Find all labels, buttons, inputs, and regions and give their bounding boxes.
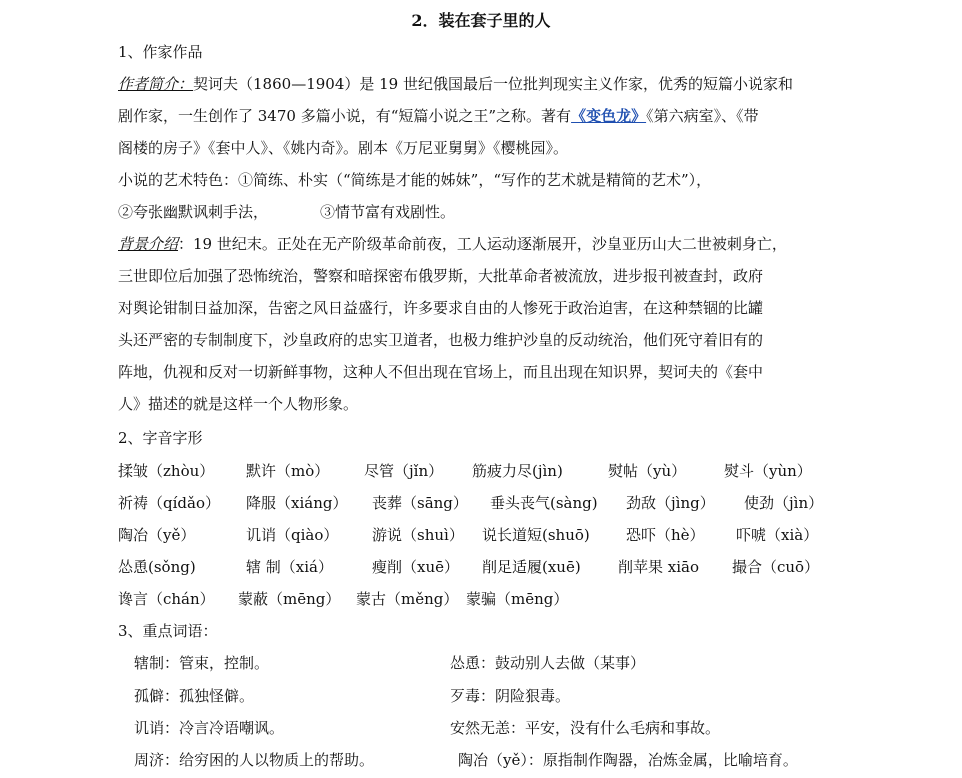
key-word-row [118,712,858,744]
key-word-row [118,744,858,776]
background-text-1: ：19 世纪末。正处在无产阶级革命前夜，工人运动逐渐展开，沙皇亚历山大二世被刺身亡， [178,235,787,253]
pronunciation-item: 陶冶（yě） [118,526,196,544]
key-word-definition: 歹毒：阴险狠毒。 [450,687,571,705]
author-intro-line-2 [118,100,858,132]
pronunciation-item: 吓唬（xià） [736,526,819,544]
pronunciation-item: 劲敌（jìng） [626,494,715,512]
pronunciation-item: 蒙古（měng） [356,590,459,608]
pronunciation-item: 辖 制（xiá） [246,558,333,576]
section-heading-key-words: 3、重点词语： [118,622,218,640]
pronunciation-item: 瘦削（xuē） [372,558,459,576]
pronunciation-row [118,519,858,551]
art-features-line-1: 小说的艺术特色：①简练、朴实（“简练是才能的姊妹”，“写作的艺术就是精简的艺术”）， [118,171,712,189]
key-word-definition: 陶冶（yě）：原指制作陶器，冶炼金属，比喻培育。 [458,751,798,769]
key-word-definition: 讥诮：冷言冷语嘲讽。 [134,719,285,737]
author-intro-line-3: 阁楼的房子》《套中人》、《姚内奇》。剧本《万尼亚舅舅》《樱桃园》。 [118,139,569,157]
pronunciation-item: 谗言（chán） [118,590,215,608]
background-line-4: 头还严密的专制制度下，沙皇政府的忠实卫道者，也极力维护沙皇的反动统治，他们死守着旧有的 [118,331,764,349]
pronunciation-row [118,487,858,519]
pronunciation-item: 蒙蔽（mēng） [238,590,341,608]
author-intro-line-1 [118,68,858,100]
art-feature-3: ③情节富有戏剧性。 [320,203,456,221]
pronunciation-item: 使劲（jìn） [744,494,824,512]
pronunciation-item: 熨帖（yù） [608,462,687,480]
key-word-definition: 周济：给穷困的人以物质上的帮助。 [134,751,375,769]
key-word-definition: 辖制：管束，控制。 [134,654,270,672]
pronunciation-item: 揉皱（zhòu） [118,462,215,480]
background-line-2: 三世即位后加强了恐怖统治，警察和暗探密布俄罗斯，大批革命者被流放，进步报刊被查封，政府 [118,267,764,285]
art-features-line-2 [118,196,858,228]
background-line-6: 人》描述的就是这样一个人物形象。 [118,395,359,413]
author-intro-label: 作者简介： [118,75,194,93]
pronunciation-item: 筋疲力尽(jìn) [472,462,563,480]
pronunciation-row [118,455,858,487]
key-word-definition: 孤僻：孤独怪僻。 [134,687,255,705]
section-heading-author-works: 1、作家作品 [118,43,203,61]
background-line-1 [118,228,858,260]
background-line-3: 对舆论钳制日益加深，告密之风日益盛行，许多要求自由的人惨死于政治迫害，在这种禁锢的比罐 [118,299,764,317]
pronunciation-item: 熨斗（yùn） [724,462,812,480]
document-title: 2．装在套子里的人 [411,11,551,30]
pronunciation-row [118,551,858,583]
background-label: 背景介绍 [118,235,179,253]
pronunciation-item: 蒙骗（mēng） [466,590,569,608]
pronunciation-item: 丧葬（sāng） [372,494,468,512]
pronunciation-item: 祈祷（qídǎo） [118,494,220,512]
key-word-definition: 怂恿：鼓动别人去做（某事） [450,654,646,672]
pronunciation-item: 尽管（jǐn） [364,462,444,480]
background-line-5: 阵地，仇视和反对一切新鲜事物，这种人不但出现在官场上，而且出现在知识界，契诃夫的《套中 [118,363,764,381]
pronunciation-item: 垂头丧气(sàng) [490,494,598,512]
section-heading-pronunciation: 2、字音字形 [118,429,203,447]
pronunciation-item: 说长道短(shuō) [482,526,590,544]
art-feature-2: ②夸张幽默讽刺手法， [118,203,269,221]
author-intro-text-2: 剧作家，一生创作了 3470 多篇小说，有“短篇小说之王”之称。著有 [118,107,572,125]
pronunciation-item: 游说（shuì） [372,526,464,544]
pronunciation-item: 恐吓（hè） [626,526,705,544]
pronunciation-item: 撮合（cuō） [732,558,820,576]
key-word-row [118,680,858,712]
key-word-row [118,647,858,679]
pronunciation-item: 怂恿(sǒng) [118,558,196,576]
pronunciation-item: 降服（xiáng） [246,494,348,512]
pronunciation-row [118,583,858,615]
key-word-definition: 安然无恙：平安，没有什么毛病和事故。 [450,719,721,737]
author-intro-text-2b: 《第六病室》、《带 [646,107,759,125]
pronunciation-item: 削苹果 xiāo [618,558,699,576]
author-intro-text-1: 契诃夫（1860—1904）是 19 世纪俄国最后一位批判现实主义作家，优秀的短篇小说家和 [193,75,793,93]
chameleon-link[interactable]: 《变色龙》 [571,107,647,125]
pronunciation-item: 讥诮（qiào） [246,526,339,544]
pronunciation-item: 削足适履(xuē) [482,558,581,576]
pronunciation-item: 默许（mò） [246,462,330,480]
